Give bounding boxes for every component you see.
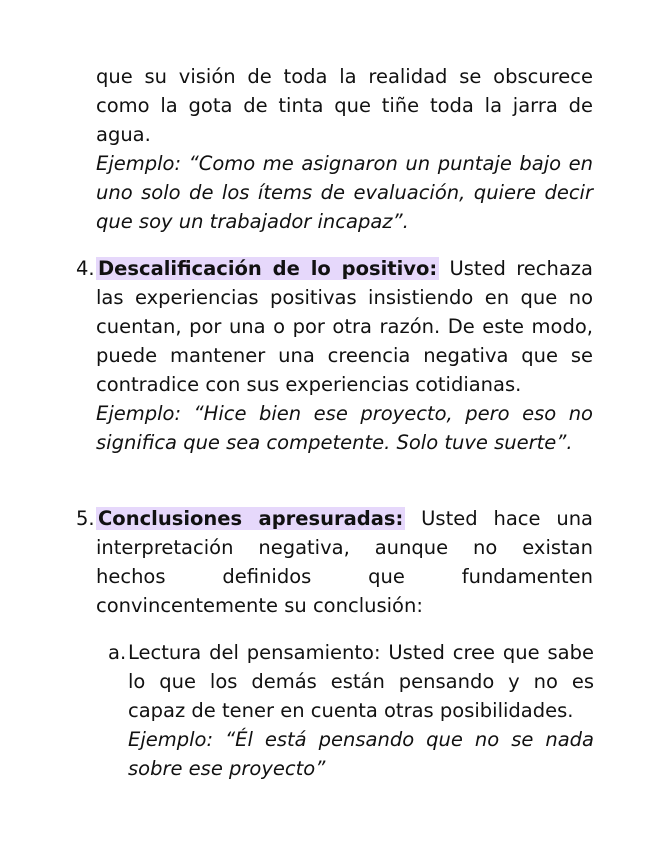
subitem-a-letter: a. bbox=[108, 641, 127, 664]
intro-block bbox=[96, 62, 593, 236]
subitem-a-text: Lectura del pensamiento: Usted cree que sabe lo que los demás están pensando y no es capaz de tener en cuenta otras posibilidades. bbox=[128, 641, 594, 722]
item-4-title: Descalificación de lo positivo: bbox=[98, 257, 438, 280]
intro-example: Ejemplo: “Como me asignaron un puntaje bajo en uno solo de los ítems de evaluación, quiere decir que soy un trabajador incapaz”. bbox=[96, 152, 593, 233]
item-4-body bbox=[96, 254, 593, 399]
item-5-text: Usted hace una interpretación negativa, aunque no existan hechos definidos que fundamenten convincentemente su conclusión: bbox=[96, 507, 593, 617]
intro-text: que su visión de toda la realidad se obscurece como la gota de tinta que tiñe toda la jarra de agua. bbox=[96, 65, 593, 146]
subitem-a bbox=[128, 638, 594, 783]
item-4-number: 4. bbox=[76, 257, 95, 280]
item-5-title: Conclusiones apresuradas: bbox=[98, 507, 404, 530]
item-5-number: 5. bbox=[76, 507, 95, 530]
item-5-body bbox=[96, 504, 593, 620]
item-4-text: Usted rechaza las experiencias positivas insistiendo en que no cuentan, por una o por otra razón. De este modo, puede mantener una creencia negativa que se contradice con sus experiencias cotidianas. bbox=[96, 257, 593, 396]
item-4 bbox=[96, 254, 593, 457]
subitem-a-example: Ejemplo: “Él está pensando que no se nada sobre ese proyecto” bbox=[128, 728, 594, 780]
item-5 bbox=[96, 504, 593, 620]
item-4-example: Ejemplo: “Hice bien ese proyecto, pero eso no significa que sea competente. Solo tuve suerte”. bbox=[96, 402, 593, 454]
